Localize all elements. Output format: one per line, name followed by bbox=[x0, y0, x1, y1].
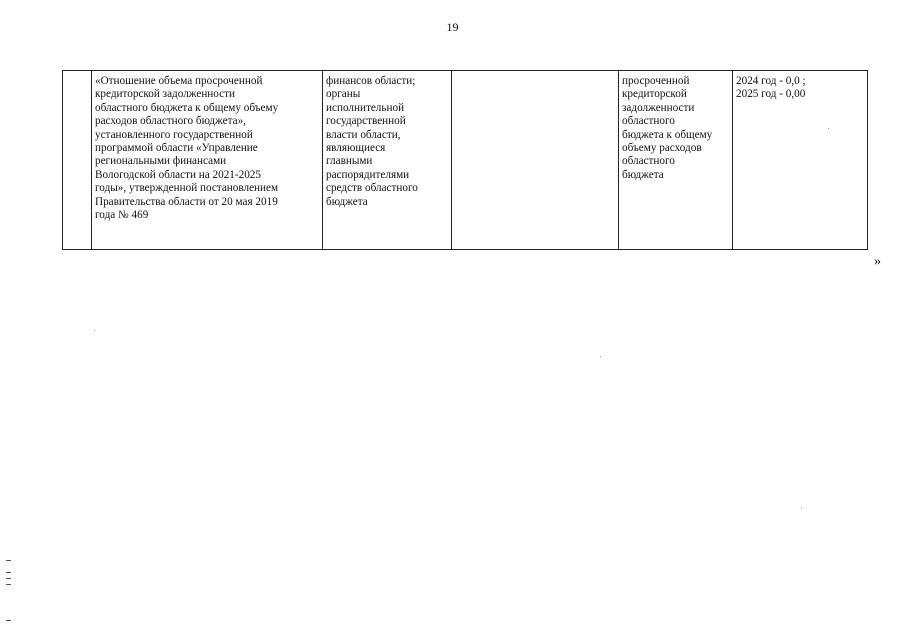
table-cell-empty bbox=[452, 71, 619, 249]
page-number: 19 bbox=[446, 20, 459, 34]
table-cell-indicator: «Отношение объема просроченной кредиторской задолженности областного бюджета к общему объему расходов областного бюджета», установленного государственной программой области «Управление региональными финансами Вологодской области на 2021-2025 годы», утвержденной постановлением Правительства области от 20 мая 2019 года № 469 bbox=[92, 71, 323, 249]
scan-speck bbox=[600, 356, 601, 357]
table-cell-description: просроченной кредиторской задолженности областного бюджета к общему объему расходов областного бюджета bbox=[619, 71, 733, 249]
table-cell-responsible: финансов области; органы исполнительной государственной власти области, являющиеся главными распорядителями средств областного бюджета bbox=[323, 71, 452, 249]
scan-speck bbox=[828, 128, 829, 129]
table-cell-index bbox=[63, 71, 92, 249]
closing-quote: » bbox=[874, 254, 881, 269]
scan-margin-marks bbox=[6, 560, 12, 622]
scan-speck bbox=[801, 508, 802, 509]
scan-speck bbox=[94, 330, 95, 331]
table-cell-values: 2024 год - 0,0 ; 2025 год - 0,00 bbox=[736, 75, 806, 101]
document-table bbox=[62, 70, 868, 250]
